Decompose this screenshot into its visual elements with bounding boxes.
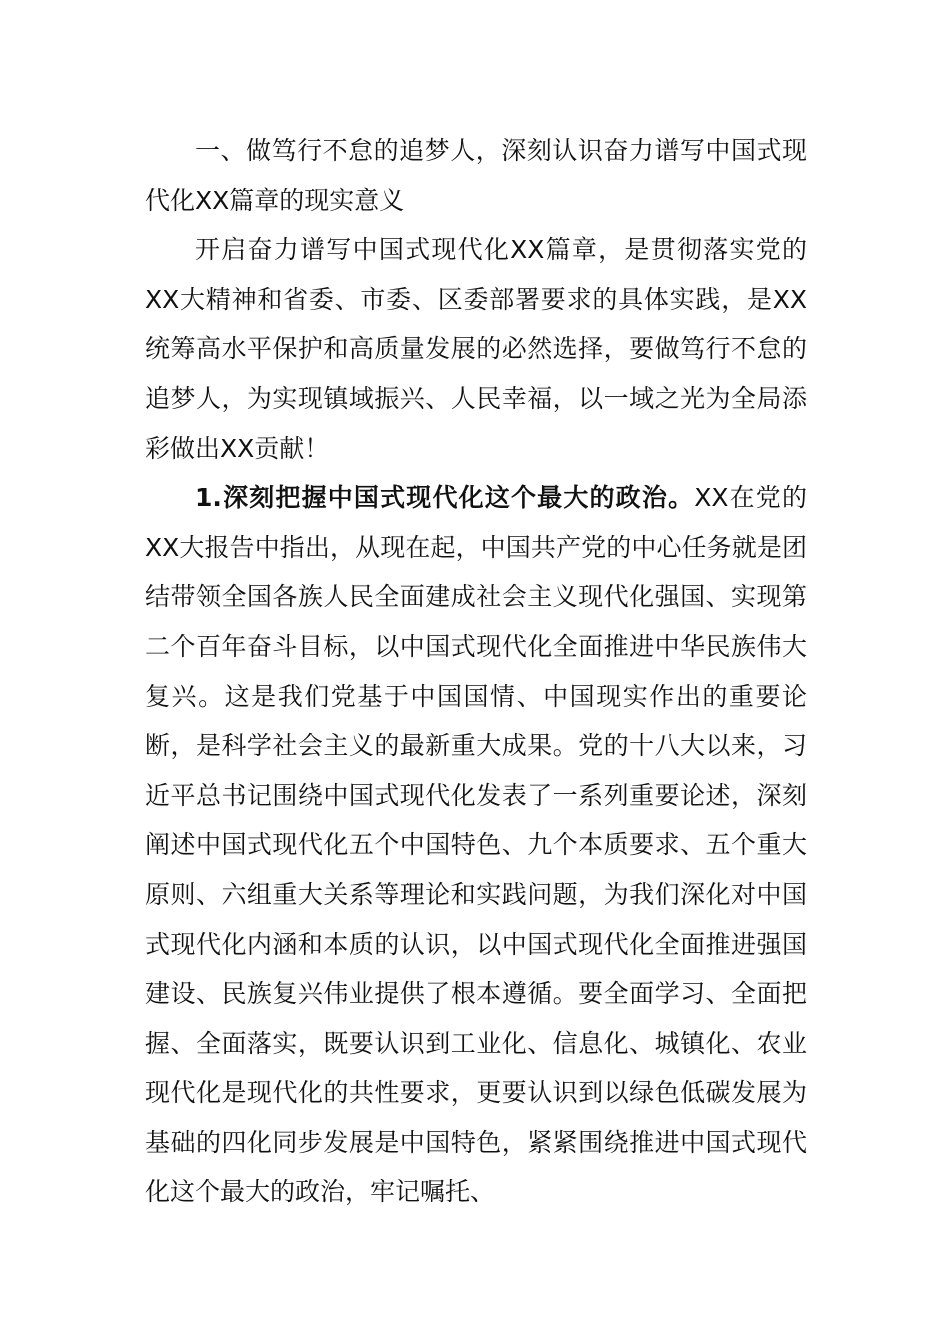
intro-paragraph: 开启奋力谱写中国式现代化XX篇章，是贯彻落实党的XX大精神和省委、市委、区委部署要求的具体实践，是XX统筹高水平保护和高质量发展的必然选择，要做笃行不怠的追梦人，为实现镇域振兴、人民幸福，以一域之光为全局添彩做出XX贡献！: [145, 235, 807, 463]
section-1-lead: 1.深刻把握中国式现代化这个最大的政治。: [195, 483, 695, 513]
section-1-body: XX在党的XX大报告中指出，从现在起，中国共产党的中心任务就是团结带领全国各族人民全面建成社会主义现代化强国、实现第二个百年奋斗目标，以中国式现代化全面推进中华民族伟大复兴。这是我们党基于中国国情、中国现实作出的重要论断，是科学社会主义的最新重大成果。党的十八大以来，习近平总书记围绕中国式现代化发表了一系列重要论述，深刻阐述中国式现代化五个中国特色、九个本质要求、五个重大原则、六组重大关系等理论和实践问题，为我们深化对中国式现代化内涵和本质的认识，以中国式现代化全面推进强国建设、民族复兴伟业提供了根本遵循。要全面学习、全面把握、全面落实，既要认识到工业化、信息化、城镇化、农业现代化是现代化的共性要求，更要认识到以绿色低碳发展为基础的四化同步发展是中国特色，紧紧围绕推进中国式现代化这个最大的政治，牢记嘱托、: [145, 483, 807, 1207]
section-1-paragraph: [145, 473, 807, 1217]
section-heading: 一、做笃行不怠的追梦人，深刻认识奋力谱写中国式现代化XX篇章的现实意义: [145, 136, 807, 215]
document-body: [145, 126, 807, 1217]
